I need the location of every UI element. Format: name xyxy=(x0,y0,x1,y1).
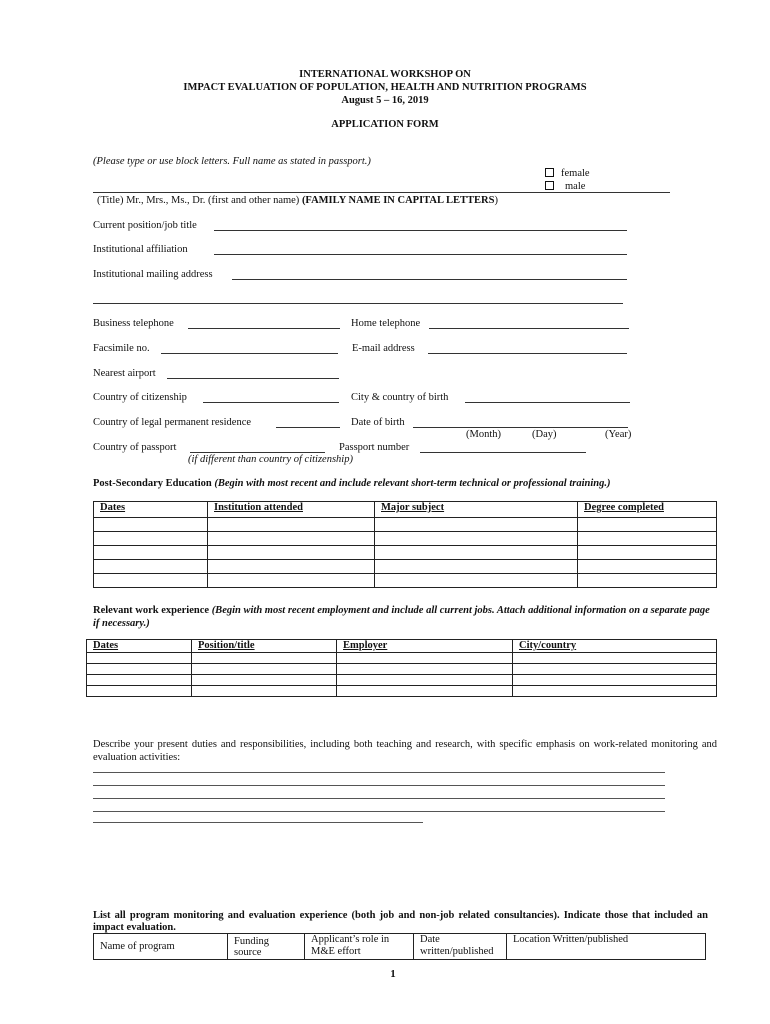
duties-line[interactable] xyxy=(93,785,665,786)
table-row[interactable] xyxy=(87,653,717,664)
male-option[interactable] xyxy=(545,181,585,192)
male-label: male xyxy=(565,181,586,192)
mailing-field-line2[interactable] xyxy=(93,303,623,304)
duties-line[interactable] xyxy=(93,798,665,799)
duties-prompt: Describe your present duties and responsibilities, including both teaching and research, with specific emphasis on work-related monitoring and evaluation activities: xyxy=(93,739,717,763)
table-row[interactable] xyxy=(87,664,717,675)
passport-country-field[interactable] xyxy=(190,452,325,453)
col-date-written: Date written/published xyxy=(414,934,507,960)
work-heading: Relevant work experience (Begin with most recent employment and include all current jobs. Attach additional information on a separate page if necessary.) xyxy=(93,605,710,629)
residence-label: Country of legal permanent residence xyxy=(93,417,252,428)
passport-number-field[interactable] xyxy=(420,452,586,453)
business-tel-label: Business telephone xyxy=(93,318,174,329)
duties-line[interactable] xyxy=(93,772,665,773)
duties-line[interactable] xyxy=(93,811,665,812)
col-employer: Employer xyxy=(337,640,513,653)
email-field[interactable] xyxy=(428,353,627,354)
education-header-row xyxy=(94,502,717,518)
table-row[interactable] xyxy=(87,675,717,686)
home-tel-field[interactable] xyxy=(429,328,629,329)
citizenship-label: Country of citizenship xyxy=(93,392,187,403)
me-experience-heading: List all program monitoring and evaluation experience (both job and non-job related consultancies). Indicate those that included an impact evaluation. xyxy=(93,910,708,933)
airport-label: Nearest airport xyxy=(93,368,156,379)
dob-month-hint: (Month) xyxy=(466,429,501,440)
col-position: Position/title xyxy=(192,640,337,653)
business-tel-field[interactable] xyxy=(188,328,340,329)
citizenship-field[interactable] xyxy=(203,402,339,403)
table-row[interactable] xyxy=(94,546,717,560)
page-number: 1 xyxy=(390,968,396,980)
me-experience-table xyxy=(93,933,706,960)
dob-label: Date of birth xyxy=(351,417,405,428)
col-city-country: City/country xyxy=(513,640,717,653)
form-title: APPLICATION FORM xyxy=(331,119,439,130)
instructions-text: (Please type or use block letters. Full name as stated in passport.) xyxy=(93,156,371,167)
col-funding-source: Funding source xyxy=(228,934,305,960)
col-location: Location Written/published xyxy=(507,934,706,960)
me-header-row xyxy=(94,934,706,960)
workshop-dates: August 5 – 16, 2019 xyxy=(341,95,429,106)
birth-place-field[interactable] xyxy=(465,402,630,403)
dob-day-hint: (Day) xyxy=(532,429,557,440)
email-label: E-mail address xyxy=(352,343,415,354)
col-degree: Degree completed xyxy=(578,502,717,518)
full-name-field[interactable] xyxy=(93,192,670,193)
col-work-dates: Dates xyxy=(87,640,192,653)
duties-line[interactable] xyxy=(93,822,423,823)
passport-number-label: Passport number xyxy=(339,442,410,453)
table-row[interactable] xyxy=(94,518,717,532)
workshop-title-line1: INTERNATIONAL WORKSHOP ON xyxy=(299,69,471,80)
female-checkbox[interactable] xyxy=(545,168,554,177)
col-dates: Dates xyxy=(94,502,208,518)
dob-year-hint: (Year) xyxy=(605,429,632,440)
fax-label: Facsimile no. xyxy=(93,343,150,354)
col-institution: Institution attended xyxy=(208,502,375,518)
table-row[interactable] xyxy=(87,686,717,697)
female-option[interactable] xyxy=(545,168,590,179)
mailing-field[interactable] xyxy=(232,279,627,280)
full-name-label: (Title) Mr., Mrs., Ms., Dr. (first and other name) (FAMILY NAME IN CAPITAL LETTERS) xyxy=(97,195,498,206)
passport-note: (if different than country of citizenship) xyxy=(188,454,353,465)
passport-country-label: Country of passport xyxy=(93,442,177,453)
col-applicant-role: Applicant’s role in M&E effort xyxy=(305,934,414,960)
airport-field[interactable] xyxy=(167,378,339,379)
table-row[interactable] xyxy=(94,560,717,574)
table-row[interactable] xyxy=(94,574,717,588)
female-label: female xyxy=(561,168,590,179)
education-heading: Post-Secondary Education (Begin with most recent and include relevant short-term technical or professional training.) xyxy=(93,478,611,489)
col-program-name: Name of program xyxy=(94,934,228,960)
residence-field[interactable] xyxy=(276,427,340,428)
col-major: Major subject xyxy=(375,502,578,518)
birth-place-label: City & country of birth xyxy=(351,392,449,403)
male-checkbox[interactable] xyxy=(545,181,554,190)
table-row[interactable] xyxy=(94,532,717,546)
position-field[interactable] xyxy=(214,230,627,231)
position-label: Current position/job title xyxy=(93,220,197,231)
affiliation-label: Institutional affiliation xyxy=(93,244,188,255)
affiliation-field[interactable] xyxy=(214,254,627,255)
dob-field[interactable] xyxy=(413,427,628,428)
work-header-row xyxy=(87,640,717,653)
fax-field[interactable] xyxy=(161,353,338,354)
work-table xyxy=(86,639,717,697)
mailing-label: Institutional mailing address xyxy=(93,269,213,280)
education-table xyxy=(93,501,717,588)
workshop-title-line2: IMPACT EVALUATION OF POPULATION, HEALTH AND NUTRITION PROGRAMS xyxy=(183,82,587,93)
home-tel-label: Home telephone xyxy=(351,318,421,329)
